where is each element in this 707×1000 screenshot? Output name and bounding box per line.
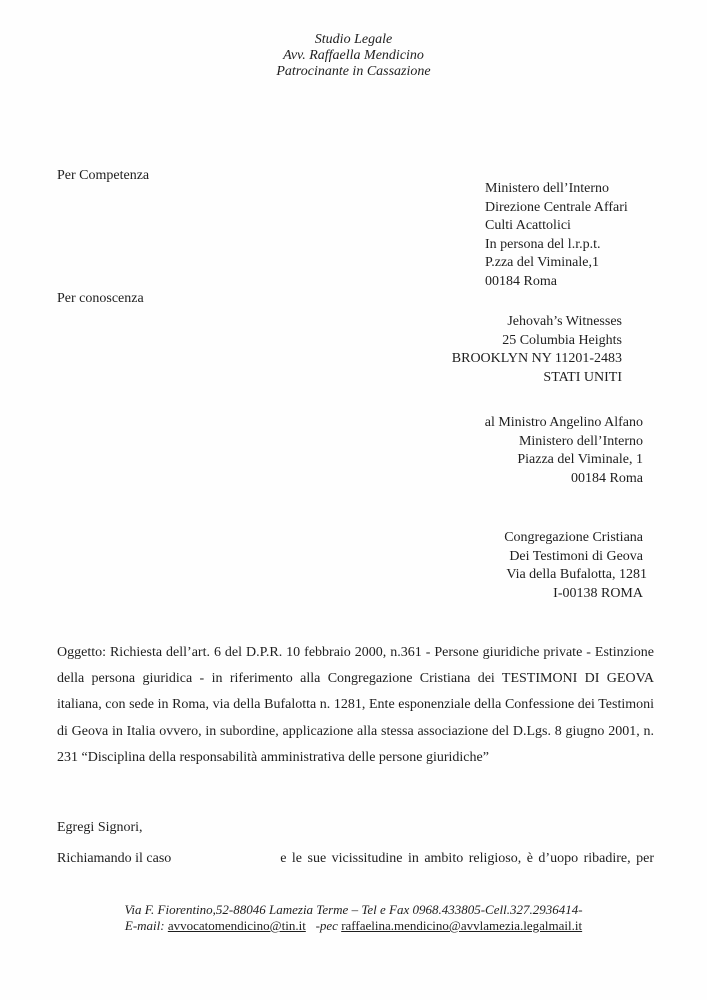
address-line: Ministero dell’Interno xyxy=(518,433,643,449)
competenza-address xyxy=(485,180,628,291)
letterhead xyxy=(0,32,707,80)
salutation: Egregi Signori, xyxy=(57,820,143,835)
pec-email-link[interactable]: raffaelina.mendicino@avvlamezia.legalmail.it xyxy=(341,918,583,933)
address-line: Congregazione Cristiana xyxy=(504,530,643,545)
address-line: 00184 Roma xyxy=(485,273,557,289)
address-line: Via della Bufalotta, 1281 xyxy=(506,567,647,582)
conoscenza-address-minister xyxy=(485,414,643,488)
subject-paragraph: Oggetto: Richiesta dell’art. 6 del D.P.R. 10 febbraio 2000, n.361 - Persone giuridiche private - Estinzione della persona giuridica - in riferimento alla Congregazione Cristiana dei TESTIMONI DI GEOVA italiana, con sede in Roma, via della Bufalotta n. 1281, Ente esponenziale della Confessione dei Testimoni di Geova in Italia ovvero, in subordine, applicazione alla stessa associazione del D.Lgs. 8 giugno 2001, n. 231 “Disciplina della responsabilità amministrativa delle persone giuridiche” xyxy=(57,645,654,765)
address-line: BROOKLYN NY 11201-2483 xyxy=(451,351,622,366)
footer xyxy=(0,902,707,934)
address-line: I-00138 ROMA xyxy=(553,585,643,601)
letterhead-studio: Studio Legale xyxy=(314,32,393,47)
address-line: Jehovah’s Witnesses xyxy=(507,314,622,329)
competenza-label: Per Competenza xyxy=(57,168,150,183)
address-line: P.zza del Viminale,1 xyxy=(485,255,599,270)
body-line-start: Richiamando il caso xyxy=(57,851,172,866)
address-line: Direzione Centrale Affari xyxy=(485,199,628,215)
address-line: Culti Acattolici xyxy=(485,218,571,233)
letterhead-title: Patrocinante in Cassazione xyxy=(276,64,431,79)
letterhead-lawyer: Avv. Raffaella Mendicino xyxy=(283,48,424,63)
conoscenza-label: Per conoscenza xyxy=(57,291,144,306)
body-line-rest: e le sue vicissitudine in ambito religioso, è d’uopo ribadire, per xyxy=(280,851,654,866)
address-line: 25 Columbia Heights xyxy=(502,332,622,348)
conoscenza-address-congregation xyxy=(504,529,647,603)
conoscenza-address-jw xyxy=(452,313,622,387)
address-line: Piazza del Viminale, 1 xyxy=(517,452,643,467)
address-line: STATI UNITI xyxy=(543,369,622,385)
address-line: al Ministro Angelino Alfano xyxy=(484,415,643,430)
email-link[interactable]: avvocatomendicino@tin.it xyxy=(167,918,306,933)
footer-address: Via F. Fiorentino,52-88046 Lamezia Terme – Tel e Fax 0968.433805-Cell.327.2936414- xyxy=(124,902,583,917)
address-line: Ministero dell’Interno xyxy=(485,181,610,196)
address-line: 00184 Roma xyxy=(571,470,643,486)
footer-contacts xyxy=(0,918,707,934)
address-line: In persona del l.r.p.t. xyxy=(485,236,601,252)
body-first-line xyxy=(57,851,654,867)
email-label: E-mail: xyxy=(124,918,165,933)
address-line: Dei Testimoni di Geova xyxy=(509,548,643,564)
pec-label: -pec xyxy=(315,918,338,933)
